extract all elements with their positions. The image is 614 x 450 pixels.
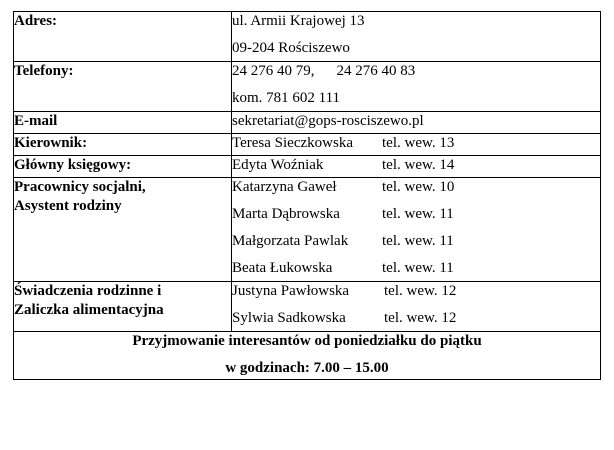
family-benefits-value (232, 282, 601, 332)
manager-label: Kierownik: (14, 134, 232, 156)
email-value-cell (232, 112, 601, 134)
phones-value (232, 62, 601, 112)
person-name: Teresa Sieczkowska (232, 135, 353, 151)
person-name: Katarzyna Gaweł (232, 179, 337, 195)
person-name: Edyta Woźniak (232, 157, 324, 173)
person-ext: tel. wew. 13 (382, 135, 455, 151)
person-ext: tel. wew. 11 (382, 206, 454, 222)
row-accountant (14, 156, 601, 178)
social-workers-label-line-1: Pracownicy socjalni, (14, 179, 146, 195)
social-workers-label-line-2: Asystent rodziny (14, 198, 122, 214)
phones-landline (232, 62, 600, 89)
office-hours-time: w godzinach: 7.00 – 15.00 (225, 360, 389, 376)
person-line (232, 232, 600, 259)
person-ext: tel. wew. 14 (382, 157, 455, 173)
office-hours-days: Przyjmowanie interesantów od poniedziałku do piątku (132, 333, 482, 349)
row-email (14, 112, 601, 134)
person-name: Justyna Pawłowska (232, 283, 350, 299)
address-city: 09-204 Rościszewo (232, 40, 350, 56)
person-name: Małgorzata Pawlak (232, 233, 349, 249)
row-family-benefits (14, 282, 601, 332)
manager-value (232, 134, 601, 156)
person-name: Sylwia Sadkowska (232, 310, 346, 326)
person-line (232, 156, 600, 177)
social-workers-value (232, 178, 601, 282)
phone-2: 24 276 40 83 (336, 63, 416, 79)
phones-mobile: kom. 781 602 111 (232, 90, 341, 106)
person-name: Marta Dąbrowska (232, 206, 340, 222)
address-label: Adres: (14, 12, 232, 62)
person-line (232, 259, 600, 281)
person-ext: tel. wew. 12 (384, 310, 457, 326)
person-ext: tel. wew. 10 (382, 179, 455, 195)
row-manager (14, 134, 601, 156)
family-benefits-label-line-1: Świadczenia rodzinne i (14, 283, 162, 299)
person-line (232, 178, 600, 205)
person-line (232, 282, 600, 309)
person-line (232, 309, 600, 331)
row-phones (14, 62, 601, 112)
person-ext: tel. wew. 11 (382, 233, 454, 249)
phones-label: Telefony: (14, 62, 232, 112)
office-hours (14, 332, 601, 380)
phone-1: 24 276 40 79, (232, 63, 315, 79)
row-address (14, 12, 601, 62)
person-ext: tel. wew. 11 (382, 260, 454, 276)
person-ext: tel. wew. 12 (384, 283, 457, 299)
accountant-label: Główny księgowy: (14, 156, 232, 178)
person-name: Beata Łukowska (232, 260, 333, 276)
person-line (232, 205, 600, 232)
family-benefits-label (14, 282, 232, 332)
contact-info-table (13, 11, 601, 380)
accountant-value (232, 156, 601, 178)
email-value: sekretariat@gops-rosciszewo.pl (232, 113, 424, 129)
social-workers-label (14, 178, 232, 282)
row-office-hours (14, 332, 601, 380)
row-social-workers (14, 178, 601, 282)
email-label: E-mail (14, 112, 232, 134)
person-line (232, 134, 600, 155)
address-value (232, 12, 601, 62)
address-street: ul. Armii Krajowej 13 (232, 13, 365, 29)
family-benefits-label-line-2: Zaliczka alimentacyjna (14, 302, 164, 318)
